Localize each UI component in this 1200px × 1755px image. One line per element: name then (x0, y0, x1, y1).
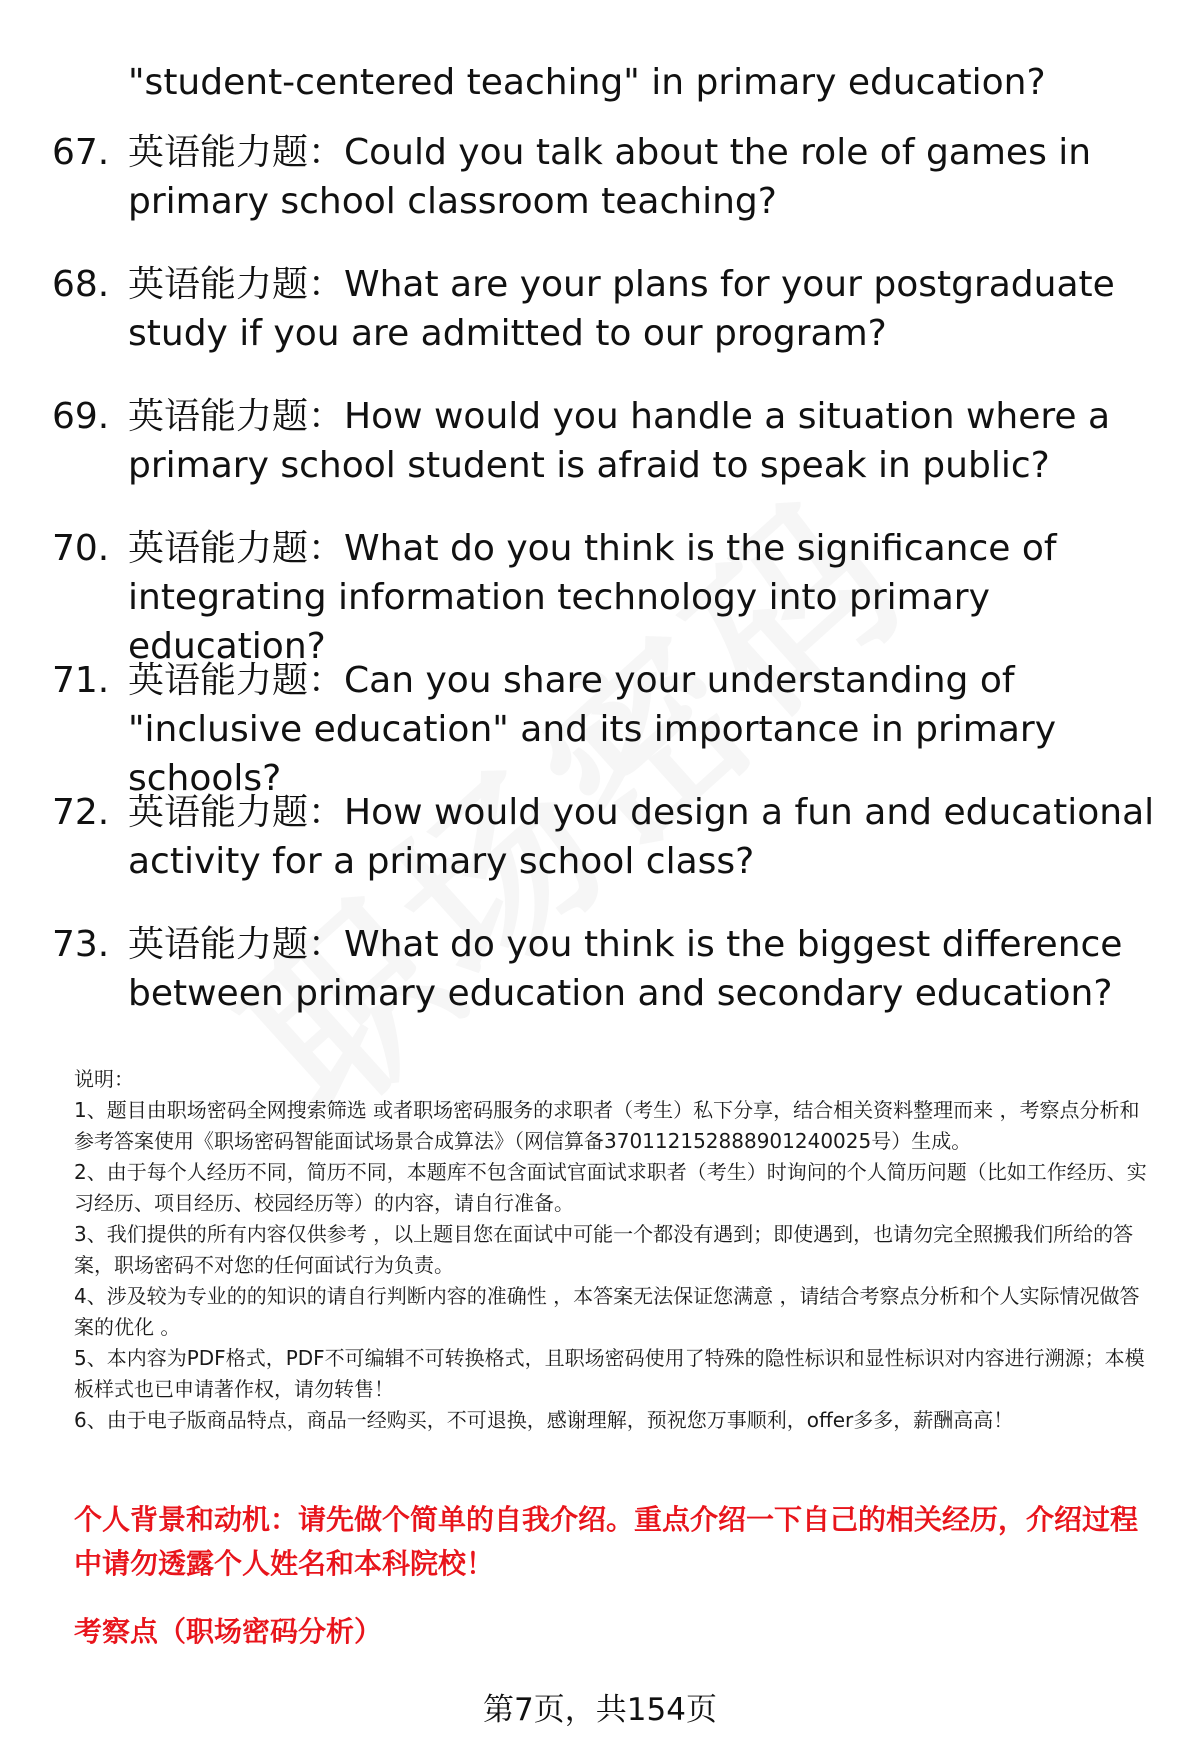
notes-section (74, 1064, 1154, 1436)
question-text: 英语能力题：How would you handle a situation where a primary school student is afraid to speak in public? (128, 396, 1111, 486)
note-item: 4、涉及较为专业的的知识的请自行判断内容的准确性 ，本答案无法保证您满意 ，请结合考察点分析和个人实际情况做答案的优化 。 (74, 1284, 1140, 1339)
question-text: 英语能力题：What are your plans for your postgraduate study if you are admitted to our program? (128, 264, 1115, 354)
question-text: 英语能力题：Can you share your understanding of "inclusive education" and its importance in primary schools? (128, 660, 1057, 799)
question-item (52, 392, 1172, 490)
question-text: 英语能力题：What do you think is the biggest difference between primary education and secondary education? (128, 924, 1123, 1014)
question-item (52, 656, 1172, 803)
note-item: 3、我们提供的所有内容仅供参考 ，以上题目您在面试中可能一个都没有遇到；即使遇到，也请勿完全照搬我们所给的答案，职场密码不对您的任何面试行为负责。 (74, 1222, 1134, 1277)
question-number: 70. (52, 528, 110, 569)
question-text: 英语能力题：How would you design a fun and educational activity for a primary school class? (128, 792, 1155, 882)
background-question: 个人背景和动机：请先做个简单的自我介绍。重点介绍一下自己的相关经历，介绍过程中请勿透露个人姓名和本科院校！ (74, 1503, 1139, 1580)
question-item (52, 524, 1172, 671)
question-number: 67. (52, 132, 110, 173)
continued-question-text: "student-centered teaching" in primary education? (128, 62, 1046, 103)
question-item (52, 128, 1172, 226)
page-footer: 第7页，共154页 (483, 1692, 717, 1728)
note-item: 5、本内容为PDF格式，PDF不可编辑不可转换格式，且职场密码使用了特殊的隐性标识和显性标识对内容进行溯源；本模板样式也已申请著作权，请勿转售！ (74, 1346, 1145, 1401)
question-number: 68. (52, 264, 110, 305)
question-item (52, 260, 1172, 358)
question-item (52, 920, 1172, 1018)
question-number: 71. (52, 660, 110, 701)
question-number: 73. (52, 924, 110, 965)
note-item: 6、由于电子版商品特点，商品一经购买，不可退换，感谢理解，预祝您万事顺利，offer多多，薪酬高高！ (74, 1408, 1014, 1432)
question-number: 72. (52, 792, 110, 833)
question-text: 英语能力题：What do you think is the significance of integrating information technology into primary education? (128, 528, 1057, 667)
note-item: 1、题目由职场密码全网搜索筛选 或者职场密码服务的求职者（考生）私下分享，结合相关资料整理而来 ，考察点分析和参考答案使用《职场密码智能面试场景合成算法》（网信算备370112152888901240025号）生成。 (74, 1098, 1140, 1153)
note-item: 2、由于每个人经历不同，简历不同，本题库不包含面试官面试求职者（考生）时询问的个人简历问题（比如工作经历、实习经历、项目经历、校园经历等）的内容，请自行准备。 (74, 1160, 1147, 1215)
question-item (52, 788, 1172, 886)
notes-heading: 说明： (74, 1067, 134, 1091)
question-number: 69. (52, 396, 110, 437)
analysis-heading: 考察点（职场密码分析） (74, 1615, 383, 1648)
question-text: 英语能力题：Could you talk about the role of games in primary school classroom teaching? (128, 132, 1092, 222)
